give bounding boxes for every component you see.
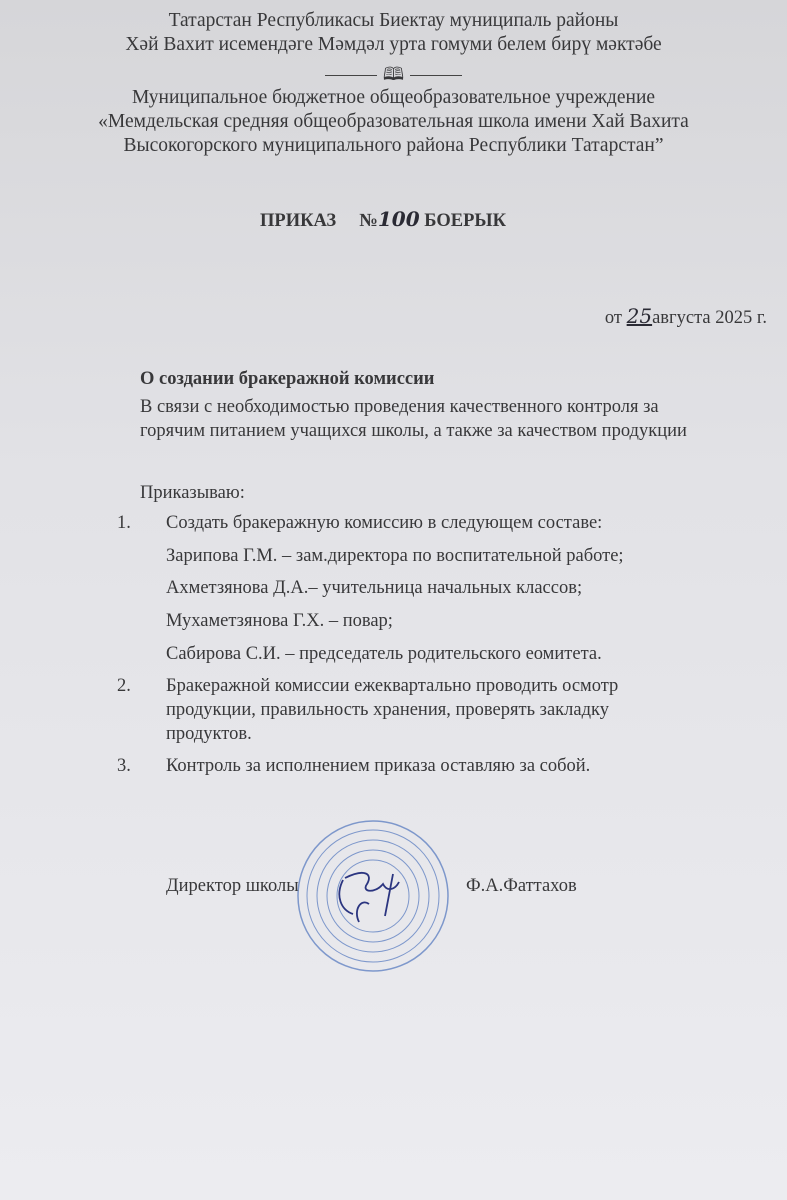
member: Сабирова С.И. – председатель родительского еомитета.: [166, 644, 602, 664]
item-number: 3.: [117, 756, 131, 776]
order-number: 100: [377, 207, 420, 231]
header-line-2: Хәй Вахит исемендәге Мәмдәл урта гомуми белем бирү мәктәбе: [125, 34, 662, 55]
preamble-line: В связи с необходимостью проведения качественного контроля за: [140, 397, 659, 417]
header-line-1: Татарстан Республикасы Биектау муниципаль районы: [168, 10, 619, 31]
number-prefix: №: [359, 211, 378, 231]
item-text: Бракеражной комиссии ежеквартально проводить осмотр: [166, 676, 619, 696]
member: Мухаметзянова Г.Х. – повар;: [166, 611, 393, 631]
order-title: [260, 207, 506, 232]
date-day: 25: [626, 304, 653, 328]
item-text: Контроль за исполнением приказа оставляю за собой.: [166, 756, 591, 776]
member: Зарипова Г.М. – зам.директора по воспитательной работе;: [166, 546, 624, 566]
signature-scribble: [339, 873, 399, 922]
official-stamp: [295, 818, 451, 974]
order-word: Приказываю:: [140, 483, 245, 503]
date-prefix: от: [604, 308, 623, 328]
header-line-3: Муниципальное бюджетное общеобразовательное учреждение: [131, 87, 656, 108]
item-number: 2.: [117, 676, 131, 696]
item-text: Создать бракеражную комиссию в следующем составе:: [166, 513, 603, 533]
item-number: 1.: [117, 513, 131, 533]
title-right: БОЕРЫК: [424, 211, 506, 231]
date-rest: августа 2025 г.: [652, 308, 767, 328]
book-icon: 🕮: [382, 64, 405, 84]
preamble-line: горячим питанием учащихся школы, а также за качеством продукции: [140, 421, 687, 441]
header-line-4: «Мемдельская средняя общеобразовательная школа имени Хай Вахита: [98, 111, 689, 132]
title-left: ПРИКАЗ: [260, 211, 337, 231]
member: Ахметзянова Д.А.– учительница начальных классов;: [166, 578, 583, 598]
order-date: [605, 304, 767, 329]
signature-name: Ф.А.Фаттахов: [466, 876, 577, 896]
header-line-5: Высокогорского муниципального района Республики Татарстан”: [123, 135, 664, 156]
signature-position: Директор школы: [166, 876, 299, 896]
item-text: продуктов.: [166, 724, 252, 744]
item-text: продукции, правильность хранения, проверять закладку: [166, 700, 609, 720]
subject: О создании бракеражной комиссии: [140, 369, 435, 389]
